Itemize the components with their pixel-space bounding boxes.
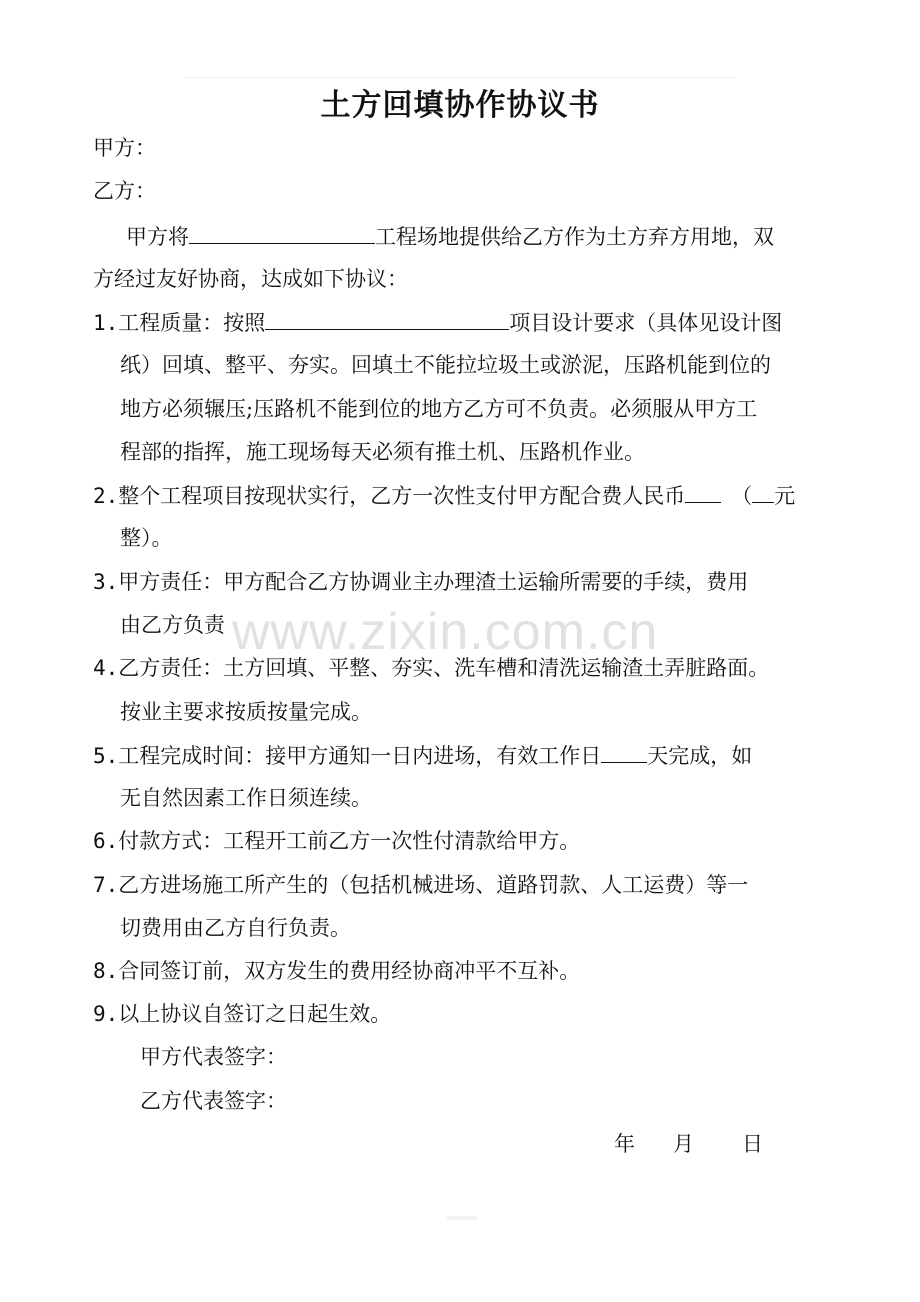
party-a-signature-label: 甲方代表签字： (140, 1045, 287, 1069)
amount-blank (685, 480, 721, 503)
clause-text: 工程完成时间：接甲方通知一日内进场，有效工作日 (118, 744, 602, 768)
header-rule (185, 77, 735, 78)
intro-line-2: 方经过友好协商，达成如下协议： (93, 267, 408, 291)
clause-text: 整个工程项目按现状实行，乙方一次性支付甲方配合费人民币 (118, 484, 686, 508)
clause-3-line-1 (93, 567, 748, 597)
clause-4-line-2: 按业主要求按质按量完成。 (120, 700, 372, 724)
intro-pre: 甲方将 (126, 225, 189, 249)
clause-number: 9. (93, 1002, 119, 1026)
watermark: www.zixin.com.cn (232, 603, 659, 661)
date-year: 年 (614, 1132, 635, 1156)
clause-number: 6. (93, 829, 119, 853)
clause-text: 付款方式：工程开工前乙方一次性付清款给甲方。 (118, 829, 581, 853)
clause-number: 8. (93, 959, 119, 983)
date-day: 日 (742, 1132, 763, 1156)
clause-5-line-2: 无自然因素工作日须连续。 (120, 786, 372, 810)
clause-number: 1. (93, 311, 119, 335)
clause-6-line-1 (93, 826, 580, 856)
clause-number: 5. (93, 744, 119, 768)
clause-9-line-1 (93, 999, 391, 1029)
clause-text: 乙方进场施工所产生的（包括机械进场、道路罚款、人工运费）等一 (118, 873, 749, 897)
clause-text: 元 (774, 484, 796, 508)
clause-text: 工程质量：按照 (118, 311, 266, 335)
clause-1-line-4: 程部的指挥，施工现场每天必须有推土机、压路机作业。 (120, 440, 645, 464)
clause-number: 4. (93, 656, 119, 680)
clause-2-line-1 (93, 480, 795, 511)
clause-number: 2. (93, 484, 119, 508)
clause-text: 甲方责任：甲方配合乙方协调业主办理渣土运输所需要的手续，费用 (118, 570, 749, 594)
date-month: 月 (673, 1132, 694, 1156)
party-b-signature-label: 乙方代表签字： (140, 1089, 287, 1113)
clause-7-line-1 (93, 870, 748, 900)
clause-1-line-3: 地方必须辗压;压路机不能到位的地方乙方可不负责。必须服从甲方工 (120, 397, 758, 421)
party-b-label: 乙方： (93, 179, 156, 203)
intro-mid: 工程场地提供给乙方作为土方弃方用地，双 (375, 225, 774, 249)
clause-text: 天完成，如 (647, 744, 753, 768)
clause-text: （ (731, 484, 753, 508)
project-name-blank (189, 221, 375, 244)
clause-text: 以上协议自签订之日起生效。 (118, 1002, 392, 1026)
clause-8-line-1 (93, 956, 580, 986)
clause-3-line-2: 由乙方负责 (120, 613, 225, 637)
party-a-label: 甲方： (93, 136, 156, 160)
clause-5-line-1 (93, 740, 752, 771)
clause-1-line-2: 纸）回填、整平、夯实。回填土不能拉垃圾土或淤泥，压路机能到位的 (120, 353, 771, 377)
clause-7-line-2: 切费用由乙方自行负责。 (120, 916, 351, 940)
clause-number: 3. (93, 570, 119, 594)
clause-1-line-1 (93, 307, 782, 338)
intro-line-1 (126, 221, 774, 252)
project-blank (265, 307, 509, 330)
clause-text: 合同签订前，双方发生的费用经协商冲平不互补。 (118, 959, 581, 983)
footer-mark (447, 1216, 477, 1220)
days-blank (601, 740, 647, 763)
document-title: 土方回填协作协议书 (320, 88, 600, 123)
clause-2-line-2: 整）。 (120, 526, 173, 550)
clause-number: 7. (93, 873, 119, 897)
clause-text: 项目设计要求（具体见设计图 (509, 311, 783, 335)
amount-words-blank (752, 480, 774, 503)
clause-text: 乙方责任：土方回填、平整、夯实、洗车槽和清洗运输渣土弄脏路面。 (118, 656, 770, 680)
